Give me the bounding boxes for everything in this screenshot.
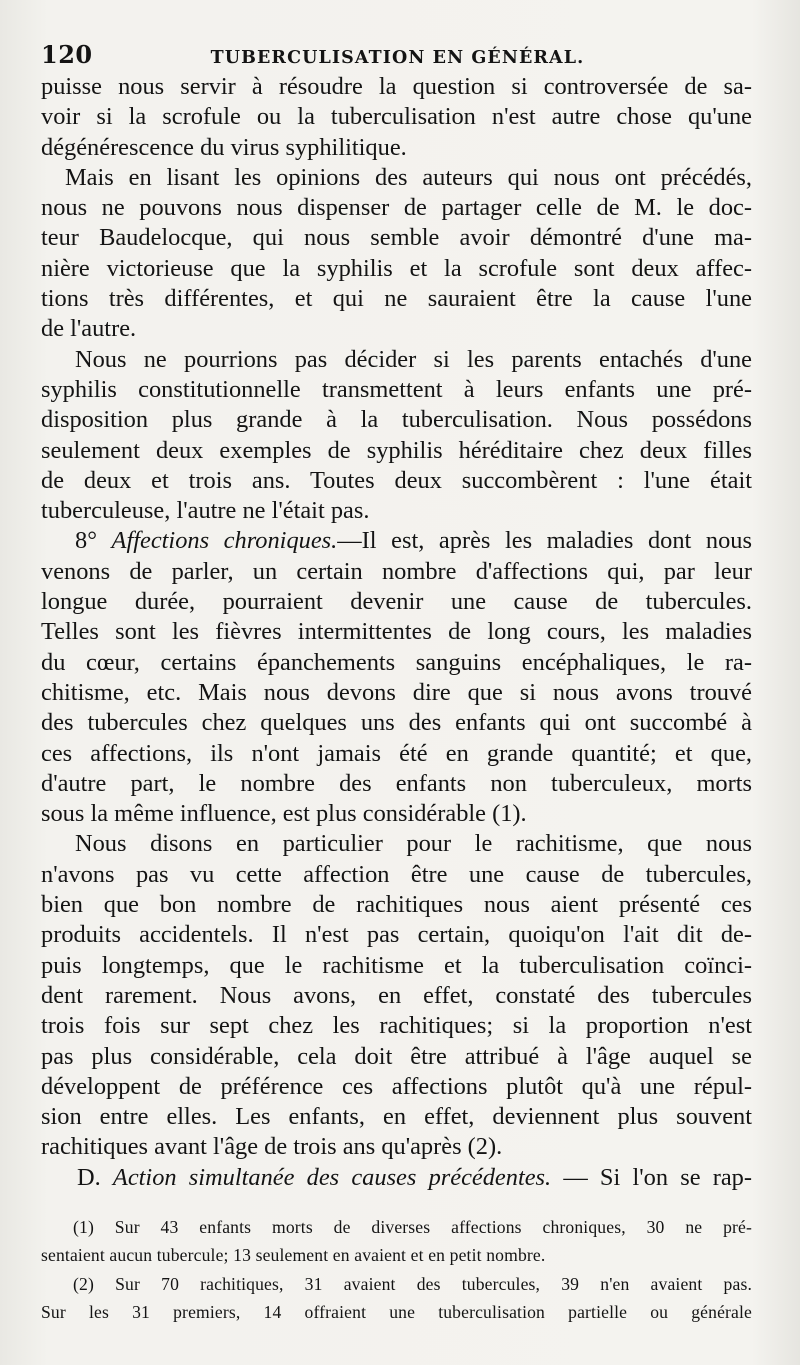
paragraph [41, 345, 752, 527]
text-run: —Il est, après les maladies dont nous [337, 527, 752, 555]
text-line: longue durée, pourraient devenir une cause de tubercules. [41, 588, 752, 616]
text-line: ces affections, ils n'ont jamais été en grande quantité; et que, [41, 739, 752, 767]
section-heading: Action simultanée des causes précédentes. [112, 1163, 552, 1191]
text-line: bien que bon nombre de rachitiques nous aient présenté ces [41, 891, 752, 919]
footnote-line: Sur les 31 premiers, 14 offraient une tuberculisation partielle ou générale [41, 1302, 752, 1323]
footnote [41, 1213, 752, 1270]
footnote-line: (1) Sur 43 enfants morts de diverses affections chroniques, 30 ne pré- [73, 1216, 752, 1237]
text-line: dégénérescence du virus syphilitique. [41, 133, 407, 161]
text-line: développent de préférence ces affections plutôt qu'à une répul- [41, 1072, 752, 1100]
page-header [41, 40, 752, 72]
text-line: puis longtemps, que le rachitisme et la tuberculisation coïnci- [41, 951, 752, 979]
footnote-line: sentaient aucun tubercule; 13 seulement en avaient et en petit nombre. [41, 1245, 546, 1266]
text-line: de deux et trois ans. Toutes deux succombèrent : l'une était [41, 466, 752, 494]
main-text [41, 72, 752, 1193]
text-run: — Si l'on se rap- [563, 1163, 752, 1191]
text-line: Nous ne pourrions pas décider si les parents entachés d'une [75, 345, 752, 373]
text-line: syphilis constitutionnelle transmettent à leurs enfants une pré- [41, 375, 752, 403]
section-letter: D. [77, 1163, 101, 1191]
text-line: nière victorieuse que la syphilis et la scrofule sont deux affec- [41, 254, 752, 282]
text-line: seulement deux exemples de syphilis héréditaire chez deux filles [41, 436, 752, 464]
section-number: 8° [75, 527, 97, 555]
text-line: d'autre part, le nombre des enfants non tuberculeux, morts [41, 769, 752, 797]
paragraph [41, 72, 752, 163]
footnote-line: (2) Sur 70 rachitiques, 31 avaient des tubercules, 39 n'en avaient pas. [73, 1273, 752, 1294]
text-line: chitisme, etc. Mais nous devons dire que si nous avons trouvé [41, 678, 752, 706]
text-line: sous la même influence, est plus considérable (1). [41, 800, 527, 828]
footnote [41, 1270, 752, 1327]
text-line: sion entre elles. Les enfants, en effet, deviennent plus souvent [41, 1103, 752, 1131]
text-line: dent rarement. Nous avons, en effet, constaté des tubercules [41, 981, 752, 1009]
text-line: rachitiques avant l'âge de trois ans qu'après (2). [41, 1133, 503, 1161]
running-title: TUBERCULISATION EN GÉNÉRAL. [210, 48, 585, 68]
text-line [41, 1163, 752, 1193]
text-line: voir si la scrofule ou la tuberculisation n'est autre chose qu'une [41, 103, 752, 131]
text-line: disposition plus grande à la tuberculisation. Nous possédons [41, 406, 752, 434]
text-line: tions très différentes, et qui ne sauraient être la cause l'une [41, 285, 752, 313]
text-line: des tubercules chez quelques uns des enfants qui ont succombé à [41, 709, 752, 737]
text-line: teur Baudelocque, qui nous semble avoir démontré d'une ma- [41, 224, 752, 252]
text-line [41, 526, 752, 556]
text-line: pas plus considérable, cela doit être attribué à l'âge auquel se [41, 1042, 752, 1070]
text-line: nous ne pouvons nous dispenser de partager celle de M. le doc- [41, 194, 752, 222]
footnotes [41, 1213, 752, 1327]
paragraph [41, 829, 752, 1162]
text-line: tuberculeuse, l'autre ne l'était pas. [41, 497, 370, 525]
paragraph [41, 163, 752, 345]
section-heading: Affections chroniques. [111, 527, 338, 555]
text-line: Telles sont les fièvres intermittentes de long cours, les maladies [41, 618, 752, 646]
text-line: Mais en lisant les opinions des auteurs qui nous ont précédés, [65, 163, 752, 191]
text-line: Nous disons en particulier pour le rachitisme, que nous [75, 830, 752, 858]
text-line: de l'autre. [41, 315, 137, 343]
paragraph [41, 1163, 752, 1193]
text-line: venons de parler, un certain nombre d'affections qui, par leur [41, 557, 752, 585]
page-number: 120 [41, 40, 93, 69]
paragraph [41, 526, 752, 829]
text-line: du cœur, certains épanchements sanguins encéphaliques, le ra- [41, 648, 752, 676]
text-line: produits accidentels. Il n'est pas certain, quoiqu'on l'ait dit de- [41, 921, 752, 949]
text-line: puisse nous servir à résoudre la question si controversée de sa- [41, 73, 752, 100]
text-line: n'avons pas vu cette affection être une cause de tubercules, [41, 860, 752, 888]
text-line: trois fois sur sept chez les rachitiques; si la proportion n'est [41, 1012, 752, 1040]
